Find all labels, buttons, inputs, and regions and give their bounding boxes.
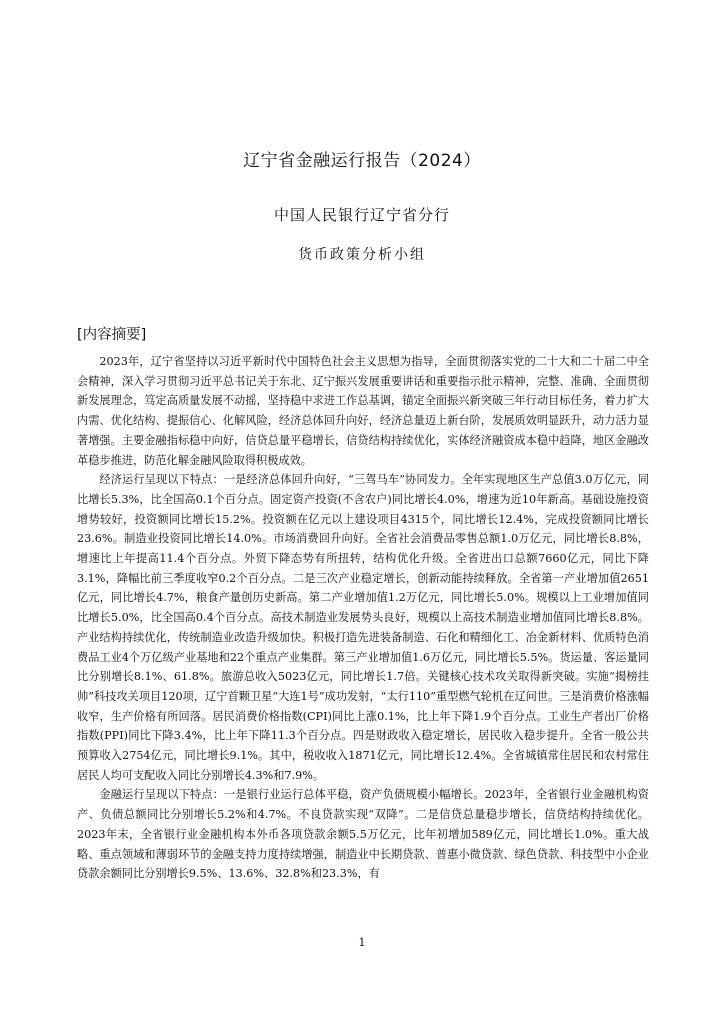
paragraph-financial: 金融运行呈现以下特点：一是银行业运行总体平稳，资产负债规模小幅增长。2023年，全省银行业金融机构资产、负债总额同比分别增长5.2%和4.7%。不良贷款实现“双降”。二是信贷总量稳步增长，信贷结构持续优化。2023年末，全省银行业金融机构本外币各项贷款余额5.5万亿元，比年初增加589亿元，同比增长1.0%。重大战略、重点领域和薄弱环节的金融支持力度持续增强，制造业中长期贷款、普惠小微贷款、绿色贷款、科技型中小企业贷款余额同比分别增长9.5%、13.6%、32.8%和23.3%，有 (77, 788, 649, 881)
paragraph-economic: 经济运行呈现以下特点：一是经济总体回升向好，“三驾马车”协同发力。全年实现地区生产总值3.0万亿元，同比增长5.3%，比全国高0.1个百分点。固定资产投资(不含农户)同比增长4.0%，增速为近10年新高。基础设施投资增势较好，投资额同比增长15.2%。投资额在亿元以上建设项目4315个，同比增长12.4%，完成投资额同比增长23.6%。制造业投资同比增长14.0%。市场消费回升向好。全省社会消费品零售总额1.0万亿元，同比增长8.8%，增速比上年提高11.4个百分点。外贸下降态势有所扭转，结构优化升级。全省进出口总额7660亿元，同比下降3.1%，降幅比前三季度收窄0.2个百分点。二是三次产业稳定增长，创新动能持续释放。全省第一产业增加值2651亿元，同比增长4.7%，粮食产量创历史新高。第二产业增加值1.2万亿元，同比增长5.0%。规模以上工业增加值同比增长5.0%，比全国高0.4个百分点。高技术制造业发展势头良好，规模以上高技术制造业增加值同比增长8.8%。产业结构持续优化，传统制造业改造升级加快。积极打造先进装备制造、石化和精细化工、冶金新材料、优质特色消费品工业4个万亿级产业基地和22个重点产业集群。第三产业增加值1.6万亿元，同比增长5.5%。货运量、客运量同比分别增长8.1%、61.8%。旅游总收入5023亿元，同比增长1.7倍。关键核心技术攻关取得新突破。实施“揭榜挂帅”科技攻关项目120项，辽宁首颗卫星“大连1号”成功发射，“太行110”重型燃气轮机在辽问世。三是消费价格涨幅收窄，生产价格有所回落。居民消费价格指数(CPI)同比上涨0.1%，比上年下降1.9个百分点。工业生产者出厂价格指数(PPI)同比下降3.4%，比上年下降11.3个百分点。四是财政收入稳定增长，居民收入稳步提升。全省一般公共预算收入2754亿元，同比增长9.1%。其中，税收收入1871亿元，同比增长12.4%。全省城镇常住居民和农村常住居民人均可支配收入同比分别增长4.3%和7.9%。 (77, 473, 649, 782)
paragraph-overview: 2023年，辽宁省坚持以习近平新时代中国特色社会主义思想为指导，全面贯彻落实党的二十大和二十届二中全会精神，深入学习贯彻习近平总书记关于东北、辽宁振兴发展重要讲话和重要指示批示精神，完整、准确、全面贯彻新发展理念，笃定高质量发展不动摇，坚持稳中求进工作总基调，锚定全面振兴新突破三年行动目标任务，着力扩大内需、优化结构、提振信心、化解风险，经济总体回升向好，经济总量迈上新台阶，发展质效明显跃升，动力活力显著增强。主要金融指标稳中向好，信贷总量平稳增长，信贷结构持续优化，实体经济融资成本稳中趋降，地区金融改革稳步推进，防范化解金融风险取得积极成效。 (77, 355, 649, 467)
abstract-heading: [内容摘要] (77, 327, 147, 343)
abstract-body (77, 352, 649, 884)
issuing-organization: 中国人民银行辽宁省分行 (273, 206, 450, 224)
page-number: 1 (358, 936, 366, 949)
author-group: 货币政策分析小组 (298, 247, 426, 263)
document-title: 辽宁省金融运行报告（2024） (243, 151, 481, 171)
